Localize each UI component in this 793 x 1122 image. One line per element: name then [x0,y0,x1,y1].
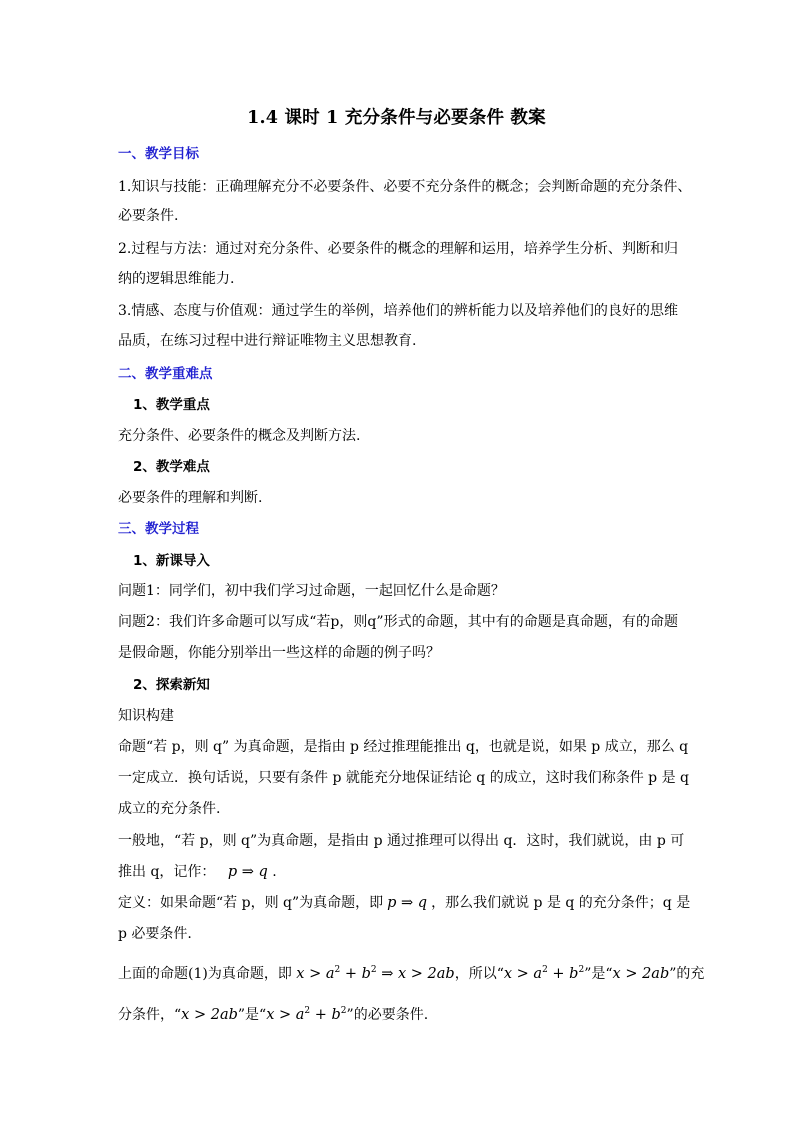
text-run: 定义：如果命题“若 p，则 q”为真命题，即 [118,895,384,911]
paragraph-line-with-math [118,894,691,912]
math-formula: x > 2ab [181,1007,238,1023]
math-formula: $x > a^2 + b^2$ ⇒ x > 2ab [296,965,455,982]
paragraph-line: 问题2：我们许多命题可以写成“若p，则q”形式的命题，其中有的命题是真命题，有的命题 [118,614,678,630]
paragraph-line: 充分条件、必要条件的概念及判断方法. [118,428,361,444]
subsection-heading: 1、教学重点 [133,397,210,413]
text-run: ，那么我们就说 p 是 q 的充分条件；q 是 [431,895,691,911]
text-run: ，所以“ [454,966,504,982]
text-run: 推出 q，记作： [118,864,216,880]
paragraph-line: 知识构建 [118,708,174,724]
paragraph-line: p 必要条件. [118,926,192,942]
paragraph-line: 纳的逻辑思维能力. [118,271,235,287]
math-formula: $x > a^2 + b^2$ [266,1006,347,1023]
paragraph-line: 一般地，“若 p，则 q”为真命题，是指由 p 通过推理可以得出 q．这时，我们就说，由 p 可 [118,833,685,849]
text-run: 分条件，“ [118,1007,182,1023]
paragraph-line: 1.知识与技能：正确理解充分不必要条件、必要不充分条件的概念；会判断命题的充分条件、 [118,179,692,195]
subsection-heading: 2、探索新知 [133,677,210,693]
section-heading-objectives: 一、教学目标 [118,146,199,162]
text-run: ”是“ [237,1007,267,1023]
paragraph-line: 命题“若 p，则 q” 为真命题，是指由 p 经过推理能推出 q，也就是说，如果 p 成立，那么 q [118,739,689,755]
paragraph-line: 品质，在练习过程中进行辩证唯物主义思想教育. [118,333,417,349]
paragraph-line-with-math [118,1002,678,1024]
paragraph-line: 3.情感、态度与价值观：通过学生的举例，培养他们的辨析能力以及培养他们的良好的思维 [118,303,678,319]
math-formula: $x > a^2 + b^2$ [503,965,585,982]
math-implication: p ⇒ q [387,895,428,911]
text-run: ”是“ [584,966,613,982]
math-formula: x > 2ab [612,966,670,982]
section-heading-key-points: 二、教学重难点 [118,366,213,382]
paragraph-line: 必要条件. [118,208,179,224]
paragraph-line: 问题1：同学们，初中我们学习过命题，一起回忆什么是命题？ [118,583,505,599]
paragraph-line: 必要条件的理解和判断. [118,490,263,506]
page-title: 1.4 课时 1 充分条件与必要条件 教案 [247,108,546,128]
paragraph-line: 成立的充分条件. [118,801,221,817]
subsection-heading: 2、教学难点 [133,459,210,475]
paragraph-line-with-math [118,863,678,881]
section-heading-process: 三、教学过程 [118,521,199,537]
paragraph-line: 2.过程与方法：通过对充分条件、必要条件的概念的理解和运用，培养学生分析、判断和归 [118,241,678,257]
text-run: ”的必要条件. [346,1007,429,1023]
subsection-heading: 1、新课导入 [133,553,210,569]
math-implication: p ⇒ q [227,864,268,880]
paragraph-line-with-math [118,961,705,983]
text-run: ”的充 [669,966,705,982]
text-run: . [272,864,277,880]
paragraph-line: 是假命题，你能分别举出一些这样的命题的例子吗？ [118,645,440,661]
paragraph-line: 一定成立．换句话说，只要有条件 p 就能充分地保证结论 q 的成立，这时我们称条件 p 是 q [118,770,689,786]
text-run: 上面的命题(1)为真命题，即 [118,966,292,982]
